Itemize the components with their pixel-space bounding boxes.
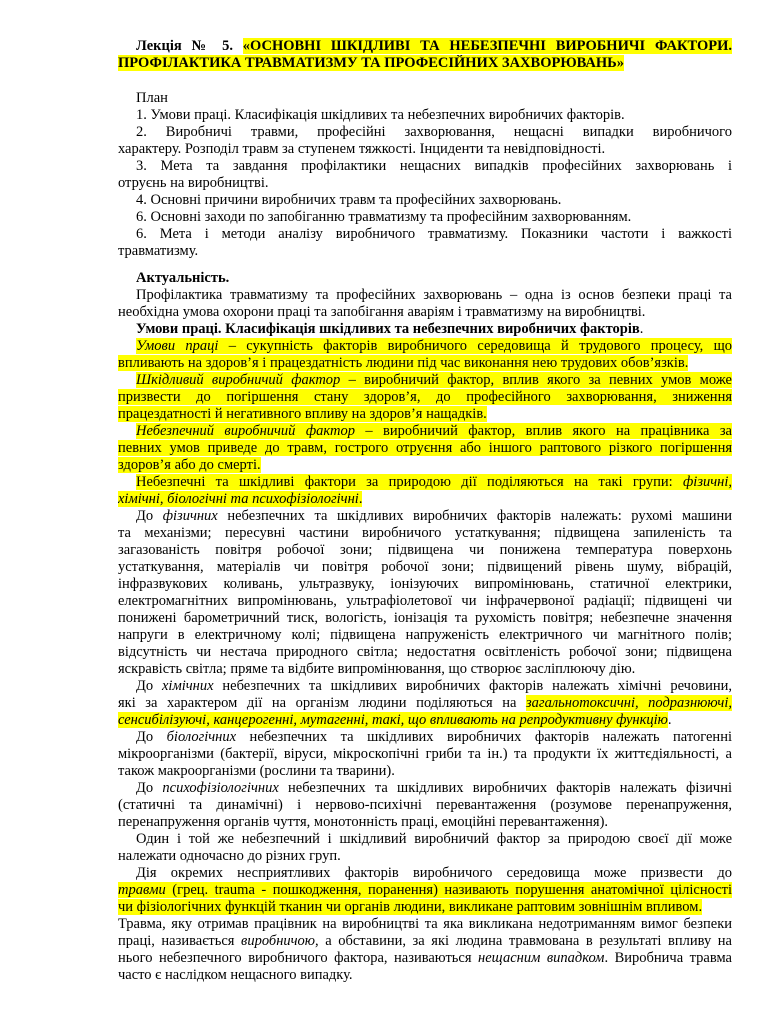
text-run: впливають на здоров’я і працездатність людини під час виконання нею трудових обов’язків. — [118, 355, 689, 371]
text-run: нещасним випадком — [478, 950, 605, 966]
paragraph-line — [136, 508, 732, 525]
text-run: мікроорганізми (бактерії, віруси, мікроскопічні гриби та ін.) та продукти їх життєдіяльності, а — [118, 746, 732, 762]
text-run: нього небезпечного виробничого фактора, називаються — [118, 950, 479, 966]
text-run: Один і той же небезпечний і шкідливий виробничий фактор за природою своєї дії може — [136, 831, 732, 847]
text-run: (грец. trauma - пошкодження, поранення) називають порушення анатомічної цілісності — [165, 882, 732, 898]
text-run: 6. Основні заходи по запобіганню травматизму та професійним захворюванням. — [136, 209, 632, 225]
text-run: загальнотоксичні, подразнюючі, — [526, 695, 732, 711]
text-run: сенсибілізуючі, канцерогенні, мутагенні, такі, що впливають на репродуктивну функцію — [118, 712, 668, 728]
definition-line — [118, 440, 732, 457]
text-run: До — [136, 780, 163, 796]
text-run: До — [136, 729, 167, 745]
text-run: , а обставини, за які людина травмована в результаті впливу на — [315, 933, 732, 949]
text-run: Небезпечний виробничий фактор — [136, 423, 355, 439]
text-run: 3. Мета та завдання профілактики нещасних випадків професійних захворювань і — [136, 158, 732, 174]
text-run: . — [667, 712, 672, 728]
plan-item — [118, 243, 198, 260]
text-run: План — [136, 90, 168, 106]
paragraph-line — [118, 525, 732, 542]
definition-line — [136, 372, 732, 389]
text-run: та механізми; пересувні частини виробничого устаткування; підвищена запиленість та — [118, 525, 732, 541]
paragraph-line — [118, 814, 608, 831]
text-run: характеру. Розподіл травм за ступенем тяжкості. Інциденти та невідповідності. — [118, 141, 606, 157]
text-run: . Виробнича травма — [604, 950, 732, 966]
paragraph-line — [118, 967, 353, 984]
paragraph-line — [118, 576, 732, 593]
text-run: певних умов приведе до травм, гострого отруєння або іншого раптового різкого погіршення — [118, 440, 732, 456]
text-run: 6. Мета і методи аналізу виробничого травматизму. Показники частоти і важкості — [136, 226, 732, 242]
plan-item — [136, 226, 732, 243]
text-run: До — [136, 678, 162, 694]
text-run: 4. Основні причини виробничих травм та професійних захворювань. — [136, 192, 562, 208]
paragraph-line — [118, 950, 732, 967]
text-run: яскравість світла; пряме та відбите випромінювання, що створює засліплюючу дію. — [118, 661, 636, 677]
plan-item — [118, 175, 269, 192]
plan-item — [136, 209, 631, 226]
text-run: працездатності й негативного впливу на здоров’я нащадків. — [118, 406, 487, 422]
section-heading — [136, 321, 643, 338]
text-run: ПРОФІЛАКТИКА ТРАВМАТИЗМУ ТА ПРОФЕСІЙНИХ ЗАХВОРЮВАНЬ» — [118, 55, 625, 71]
paragraph-line — [118, 593, 732, 610]
plan-item — [136, 124, 732, 141]
text-run: електромагнітних випромінювань, ультрафіолетової чи інфрачервоної радіації; підвищені чи — [118, 593, 732, 609]
definition-line — [136, 423, 732, 440]
text-run: 1. Умови праці. Класифікація шкідливих та небезпечних виробничих факторів. — [136, 107, 625, 123]
text-run: понижені барометричний тиск, вологість, іонізація та рухомість повітря; небезпечне значення — [118, 610, 732, 626]
text-run: необхідна умова охорони праці та запобігання аваріям і травматизму на виробництві. — [118, 304, 646, 320]
plan-heading — [136, 90, 168, 107]
paragraph-line — [118, 695, 732, 712]
text-run: належати одночасно до різних груп. — [118, 848, 341, 864]
paragraph-line — [118, 746, 732, 763]
text-run: . — [639, 321, 644, 337]
text-run: біологічних — [166, 729, 237, 745]
text-run: виробничою — [241, 933, 316, 949]
text-run: Умови праці. Класифікація шкідливих та небезпечних виробничих факторів — [136, 321, 640, 337]
text-run: . — [358, 491, 363, 507]
paragraph-line — [118, 610, 732, 627]
text-run: призвести до погіршення стану здоров’я, до професійного захворювання, зниження — [118, 389, 732, 405]
text-run: перенапруження органів чуття, монотонність праці, емоційні перевантаження). — [118, 814, 609, 830]
text-run: – виробничий фактор, вплив якого за певних умов може — [340, 372, 732, 388]
paragraph-line — [118, 933, 732, 950]
definition-line — [118, 406, 487, 423]
paragraph-line — [136, 780, 732, 797]
text-run: фізичних — [162, 508, 218, 524]
text-run: устаткування, матеріалів чи повітря робочої зони; підвищений рівень шуму, вібрацій, — [118, 559, 732, 575]
paragraph-line — [118, 916, 732, 933]
definition-line — [136, 338, 732, 355]
text-run: Дія окремих несприятливих факторів виробничого середовища може призвести до — [136, 865, 732, 881]
paragraph-line — [118, 712, 672, 729]
title-line — [118, 55, 624, 72]
definition-line — [118, 491, 362, 508]
paragraph-line — [136, 831, 732, 848]
text-run: хімічних — [161, 678, 214, 694]
definition-line — [118, 355, 688, 372]
text-run: Травма, яку отримав працівник на виробництві та яка викликана недотриманням вимог безпеки — [118, 916, 732, 932]
paragraph-line — [136, 865, 732, 882]
text-run: Актуальність. — [136, 270, 230, 286]
paragraph-line — [136, 678, 732, 695]
text-run: також макроорганізми (рослини та тварини). — [118, 763, 395, 779]
paragraph-line — [118, 848, 341, 865]
text-run: травматизму. — [118, 243, 199, 259]
paragraph-line — [118, 899, 702, 916]
definition-line — [136, 474, 732, 491]
text-run: праці, називається — [118, 933, 242, 949]
plan-item — [136, 158, 732, 175]
text-run: хімічні, біологічні та психофізіологічні — [118, 491, 359, 507]
definition-line — [118, 457, 261, 474]
paragraph-line — [118, 627, 732, 644]
text-run: чи фізіологічних функцій тканин чи органів людини, викликане раптовим зовнішнім впливом. — [118, 899, 703, 915]
text-run: часто є наслідком нещасного випадку. — [118, 967, 353, 983]
text-run: Умови праці — [136, 338, 219, 354]
title-line — [136, 38, 732, 55]
paragraph-line — [118, 797, 732, 814]
text-run: Профілактика травматизму та професійних захворювань – одна із основ безпеки праці та — [136, 287, 732, 303]
text-run: небезпечних та шкідливих виробничих факторів належать: рухомі машини — [217, 508, 732, 524]
text-run: напруги в електричному колі; підвищена напруженість електричного чи магнітного полів; — [118, 627, 732, 643]
text-run: 2. Виробничі травми, професійні захворювання, нещасні випадки виробничого — [136, 124, 732, 140]
paragraph-line — [136, 729, 732, 746]
text-run: які за характером дії на організм людини поділяються на — [118, 695, 527, 711]
paragraph-line — [118, 559, 732, 576]
text-run: (статичні та динамічні) і нервово-психічні перевантаження (розумове перенапруження, — [118, 797, 732, 813]
text-run: відсутність чи нестача природного світла; недостатня освітленість робочої зони; підвищена — [118, 644, 732, 660]
text-run: здоров’я або до смерті. — [118, 457, 261, 473]
text-run: фізичні, — [683, 474, 732, 490]
definition-line — [118, 389, 732, 406]
paragraph-line — [118, 661, 635, 678]
text-run: Небезпечні та шкідливі фактори за природою дії поділяються на такі групи: — [136, 474, 683, 490]
plan-item — [136, 107, 625, 124]
paragraph-line — [118, 644, 732, 661]
plan-item — [136, 192, 561, 209]
text-run: отруєнь на виробництві. — [118, 175, 269, 191]
text-run: травми — [118, 882, 166, 898]
text-run: небезпечних та шкідливих виробничих факторів належать хімічні речовини, — [213, 678, 732, 694]
paragraph-line — [118, 882, 732, 899]
paragraph-line — [118, 304, 645, 321]
text-run: загазованість повітря робочої зони; підвищена чи понижена температура поверхонь — [118, 542, 732, 558]
text-run: До — [136, 508, 163, 524]
text-run: Шкідливий виробничий фактор — [136, 372, 341, 388]
paragraph-line — [118, 542, 732, 559]
text-run: – виробничий фактор, вплив якого на працівника за — [354, 423, 732, 439]
text-run: небезпечних та шкідливих виробничих факторів належать фізичні — [278, 780, 732, 796]
text-run: Лекція № 5. — [136, 38, 243, 54]
text-run: – сукупність факторів виробничого середовища й трудового процесу, що — [218, 338, 732, 354]
text-run: психофізіологічних — [162, 780, 279, 796]
text-run: небезпечних та шкідливих виробничих факторів належать патогенні — [236, 729, 732, 745]
plan-item — [118, 141, 605, 158]
paragraph-line — [136, 287, 732, 304]
text-run: інфразвукових коливань, ультразвуку, іонізуючих випромінювань, статичної електрики, — [118, 576, 732, 592]
text-run: «ОСНОВНІ ШКІДЛИВІ ТА НЕБЕЗПЕЧНІ ВИРОБНИЧІ ФАКТОРИ. — [242, 38, 732, 54]
paragraph-line — [118, 763, 395, 780]
relevance-heading — [136, 270, 229, 287]
